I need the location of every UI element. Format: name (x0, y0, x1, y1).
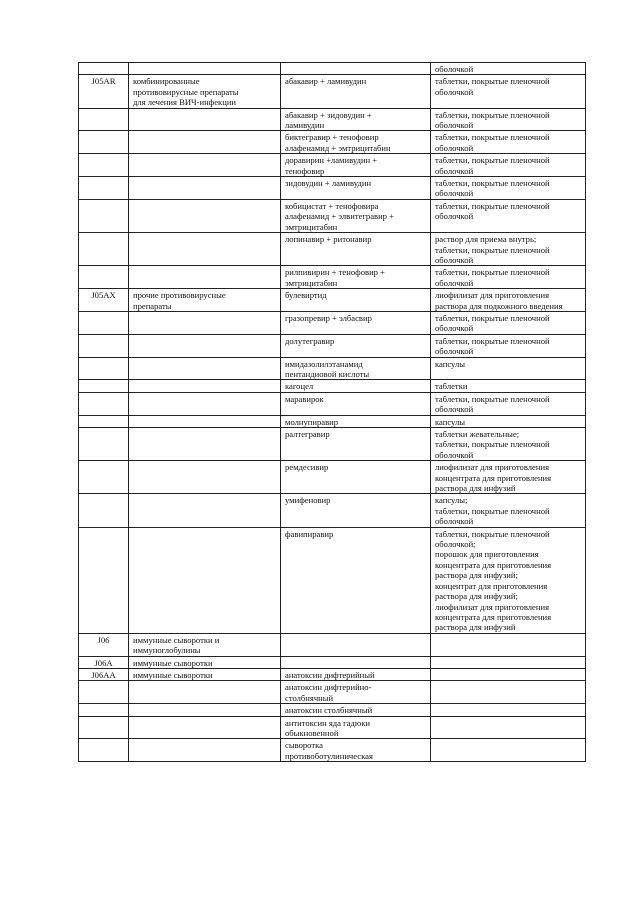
dosage-form-cell: капсулы (431, 357, 586, 380)
dosage-form-cell (431, 681, 586, 704)
group-name-cell (129, 392, 281, 415)
drug-name-cell: сыворотка противоботулиническая (281, 739, 431, 762)
drug-name-cell: молнупиравир (281, 415, 431, 427)
table-body (79, 63, 586, 762)
table-row (79, 357, 586, 380)
dosage-form-cell: таблетки, покрытые пленочной оболочкой; порошок для приготовления концентрата для приготовления раствора для инфузий; концентрат для приготовления раствора для инфузий; лиофилизат для приготовления концентрата для приготовления раствора для инфузий (431, 527, 586, 633)
table-row (79, 415, 586, 427)
group-name-cell (129, 704, 281, 716)
atc-code-cell (79, 233, 129, 266)
dosage-form-cell: таблетки, покрытые пленочной оболочкой (431, 108, 586, 131)
table-row (79, 704, 586, 716)
group-name-cell (129, 716, 281, 739)
dosage-form-cell: таблетки, покрытые пленочной оболочкой (431, 131, 586, 154)
table-row (79, 380, 586, 392)
group-name-cell (129, 266, 281, 289)
drug-name-cell: долутегравир (281, 334, 431, 357)
atc-code-cell (79, 357, 129, 380)
table-row (79, 428, 586, 461)
dosage-form-cell (431, 668, 586, 680)
dosage-form-cell: капсулы (431, 415, 586, 427)
drug-name-cell: абакавир + ламивудин (281, 75, 431, 108)
atc-code-cell (79, 428, 129, 461)
atc-code-cell (79, 266, 129, 289)
table-row (79, 656, 586, 668)
table-row (79, 633, 586, 656)
drug-name-cell: рилпивирин + тенофовир + эмтрицитабин (281, 266, 431, 289)
drug-name-cell: анатоксин дифтерийный (281, 668, 431, 680)
atc-code-cell (79, 527, 129, 633)
drug-name-cell: антитоксин яда гадюки обыкновенной (281, 716, 431, 739)
table-row (79, 154, 586, 177)
atc-code-cell: J05AX (79, 289, 129, 312)
table-row (79, 668, 586, 680)
dosage-form-cell: таблетки жевательные; таблетки, покрытые пленочной оболочкой (431, 428, 586, 461)
table-row (79, 199, 586, 232)
drug-name-cell: зидовудин + ламивудин (281, 177, 431, 200)
drug-name-cell: фавипиравир (281, 527, 431, 633)
group-name-cell (129, 63, 281, 75)
group-name-cell: комбинированные противовирусные препараты для лечения ВИЧ-инфекции (129, 75, 281, 108)
dosage-form-cell (431, 716, 586, 739)
group-name-cell (129, 739, 281, 762)
drug-name-cell: доравирин +ламивудин + тенофовир (281, 154, 431, 177)
atc-code-cell (79, 177, 129, 200)
dosage-form-cell: таблетки, покрытые пленочной оболочкой (431, 199, 586, 232)
group-name-cell (129, 334, 281, 357)
group-name-cell (129, 131, 281, 154)
group-name-cell (129, 357, 281, 380)
dosage-form-cell (431, 704, 586, 716)
atc-code-cell (79, 415, 129, 427)
drug-name-cell (281, 633, 431, 656)
dosage-form-cell: оболочкой (431, 63, 586, 75)
dosage-form-cell (431, 739, 586, 762)
table-row (79, 289, 586, 312)
drug-list-table (78, 62, 586, 762)
group-name-cell (129, 681, 281, 704)
group-name-cell (129, 311, 281, 334)
group-name-cell (129, 494, 281, 527)
drug-name-cell: лопинавир + ритонавир (281, 233, 431, 266)
drug-name-cell: гразопревир + элбасвир (281, 311, 431, 334)
drug-name-cell: кобицистат + тенофовира алафенамид + элвитегравир + эмтрицитабин (281, 199, 431, 232)
drug-name-cell: ралтегравир (281, 428, 431, 461)
group-name-cell (129, 233, 281, 266)
table-row (79, 266, 586, 289)
atc-code-cell: J05AR (79, 75, 129, 108)
drug-name-cell: ремдесивир (281, 461, 431, 494)
dosage-form-cell: таблетки, покрытые пленочной оболочкой (431, 392, 586, 415)
dosage-form-cell: капсулы; таблетки, покрытые пленочной оболочкой (431, 494, 586, 527)
atc-code-cell (79, 311, 129, 334)
table-row (79, 716, 586, 739)
dosage-form-cell: таблетки, покрытые пленочной оболочкой (431, 177, 586, 200)
atc-code-cell (79, 108, 129, 131)
table-row (79, 108, 586, 131)
table-row (79, 177, 586, 200)
group-name-cell (129, 461, 281, 494)
group-name-cell (129, 199, 281, 232)
dosage-form-cell: лиофилизат для приготовления концентрата для приготовления раствора для инфузий (431, 461, 586, 494)
table-row (79, 527, 586, 633)
drug-name-cell: анатоксин дифтерийно- столбнячный (281, 681, 431, 704)
atc-code-cell (79, 131, 129, 154)
atc-code-cell: J06A (79, 656, 129, 668)
group-name-cell (129, 428, 281, 461)
table-row (79, 131, 586, 154)
atc-code-cell (79, 63, 129, 75)
dosage-form-cell: таблетки (431, 380, 586, 392)
table-row (79, 681, 586, 704)
group-name-cell: иммунные сыворотки (129, 656, 281, 668)
drug-name-cell: кагоцел (281, 380, 431, 392)
drug-name-cell: умифеновир (281, 494, 431, 527)
dosage-form-cell: таблетки, покрытые пленочной оболочкой (431, 266, 586, 289)
drug-name-cell: биктегравир + тенофовир алафенамид + эмтрицитабин (281, 131, 431, 154)
table-row (79, 63, 586, 75)
atc-code-cell (79, 199, 129, 232)
group-name-cell (129, 415, 281, 427)
atc-code-cell (79, 380, 129, 392)
dosage-form-cell: раствор для приема внутрь; таблетки, покрытые пленочной оболочкой (431, 233, 586, 266)
dosage-form-cell (431, 656, 586, 668)
dosage-form-cell: таблетки, покрытые пленочной оболочкой (431, 334, 586, 357)
drug-name-cell: анатоксин столбнячный (281, 704, 431, 716)
group-name-cell (129, 177, 281, 200)
dosage-form-cell: таблетки, покрытые пленочной оболочкой (431, 154, 586, 177)
group-name-cell (129, 108, 281, 131)
atc-code-cell (79, 704, 129, 716)
group-name-cell (129, 527, 281, 633)
table-row (79, 311, 586, 334)
table-row (79, 461, 586, 494)
table-row (79, 739, 586, 762)
group-name-cell (129, 380, 281, 392)
atc-code-cell (79, 461, 129, 494)
dosage-form-cell (431, 633, 586, 656)
group-name-cell: иммунные сыворотки (129, 668, 281, 680)
table-row (79, 334, 586, 357)
dosage-form-cell: лиофилизат для приготовления раствора для подкожного введения (431, 289, 586, 312)
atc-code-cell (79, 716, 129, 739)
table-row (79, 392, 586, 415)
table-row (79, 75, 586, 108)
table-row (79, 494, 586, 527)
atc-code-cell: J06 (79, 633, 129, 656)
drug-name-cell: абакавир + зидовудин + ламивудин (281, 108, 431, 131)
atc-code-cell (79, 334, 129, 357)
atc-code-cell: J06AA (79, 668, 129, 680)
dosage-form-cell: таблетки, покрытые пленочной оболочкой (431, 311, 586, 334)
group-name-cell (129, 154, 281, 177)
atc-code-cell (79, 739, 129, 762)
drug-name-cell: булевиртид (281, 289, 431, 312)
atc-code-cell (79, 681, 129, 704)
drug-name-cell (281, 63, 431, 75)
drug-name-cell (281, 656, 431, 668)
drug-name-cell: маравирок (281, 392, 431, 415)
drug-name-cell: имидазолилэтанамид пентандиовой кислоты (281, 357, 431, 380)
group-name-cell: прочие противовирусные препараты (129, 289, 281, 312)
atc-code-cell (79, 392, 129, 415)
dosage-form-cell: таблетки, покрытые пленочной оболочкой (431, 75, 586, 108)
atc-code-cell (79, 494, 129, 527)
group-name-cell: иммунные сыворотки и иммуноглобулины (129, 633, 281, 656)
table-row (79, 233, 586, 266)
atc-code-cell (79, 154, 129, 177)
